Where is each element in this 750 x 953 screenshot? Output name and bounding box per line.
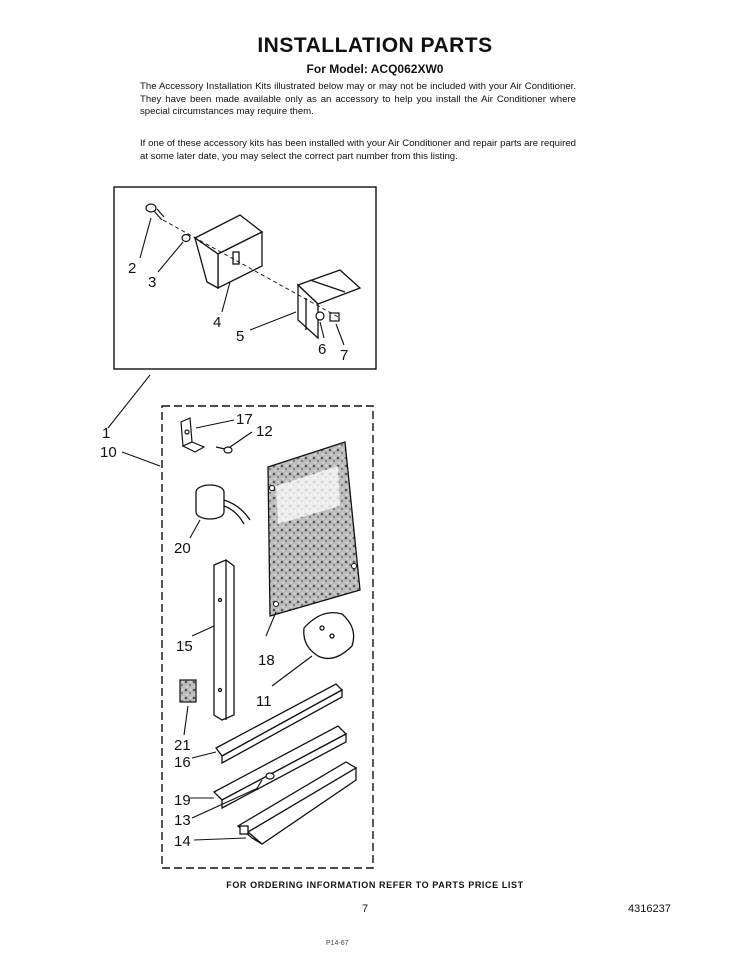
clamp-part-11 (304, 613, 354, 659)
callout-1: 1 (102, 425, 111, 442)
intro-paragraph-1: The Accessory Installation Kits illustrated below may or may not be included with your Air Conditioner. They have been made available only as an accessory to help you install the Air Conditioner where special circumstances may require them. (140, 81, 576, 118)
screw-part-12 (216, 447, 232, 453)
callout-18: 18 (258, 652, 275, 669)
callout-19: 19 (174, 792, 191, 809)
callout-7: 7 (340, 347, 349, 364)
page-title: INSTALLATION PARTS (257, 34, 493, 57)
screw-part-2 (146, 204, 164, 220)
callout-17: 17 (236, 411, 253, 428)
intro-paragraph-2: If one of these accessory kits has been installed with your Air Conditioner and repair parts are required at some later date, you may select the correct part number from this listing. (140, 138, 576, 162)
ordering-note: FOR ORDERING INFORMATION REFER TO PARTS PRICE LIST (226, 880, 524, 890)
model-line: For Model: ACQ062XW0 (306, 62, 444, 76)
document-number: 4316237 (628, 903, 671, 915)
callout-14: 14 (174, 833, 191, 850)
washer-part-3 (182, 235, 190, 242)
callout-20: 20 (174, 540, 191, 557)
callout-6: 6 (318, 341, 327, 358)
bracket-part-4 (195, 215, 262, 288)
callout-10: 10 (100, 444, 117, 461)
callout-21: 21 (174, 737, 191, 754)
clip-part-17 (181, 418, 204, 452)
page-number: 7 (362, 903, 369, 915)
bottom-mark: P14-67 (326, 940, 349, 947)
callout-16: 16 (174, 754, 191, 771)
callout-2: 2 (128, 260, 137, 277)
panel-part-18 (268, 442, 360, 616)
callout-15: 15 (176, 638, 193, 655)
foam-roll-part-20 (196, 485, 250, 524)
block-part-21 (180, 680, 196, 702)
nut-part-6 (316, 312, 324, 320)
angle-bracket-part-5 (298, 270, 360, 338)
callout-13: 13 (174, 812, 191, 829)
callout-4: 4 (213, 314, 222, 331)
callout-5: 5 (236, 328, 245, 345)
rail-part-15 (214, 560, 234, 720)
callout-3: 3 (148, 274, 157, 291)
callout-12: 12 (256, 423, 273, 440)
callout-11: 11 (256, 693, 272, 710)
